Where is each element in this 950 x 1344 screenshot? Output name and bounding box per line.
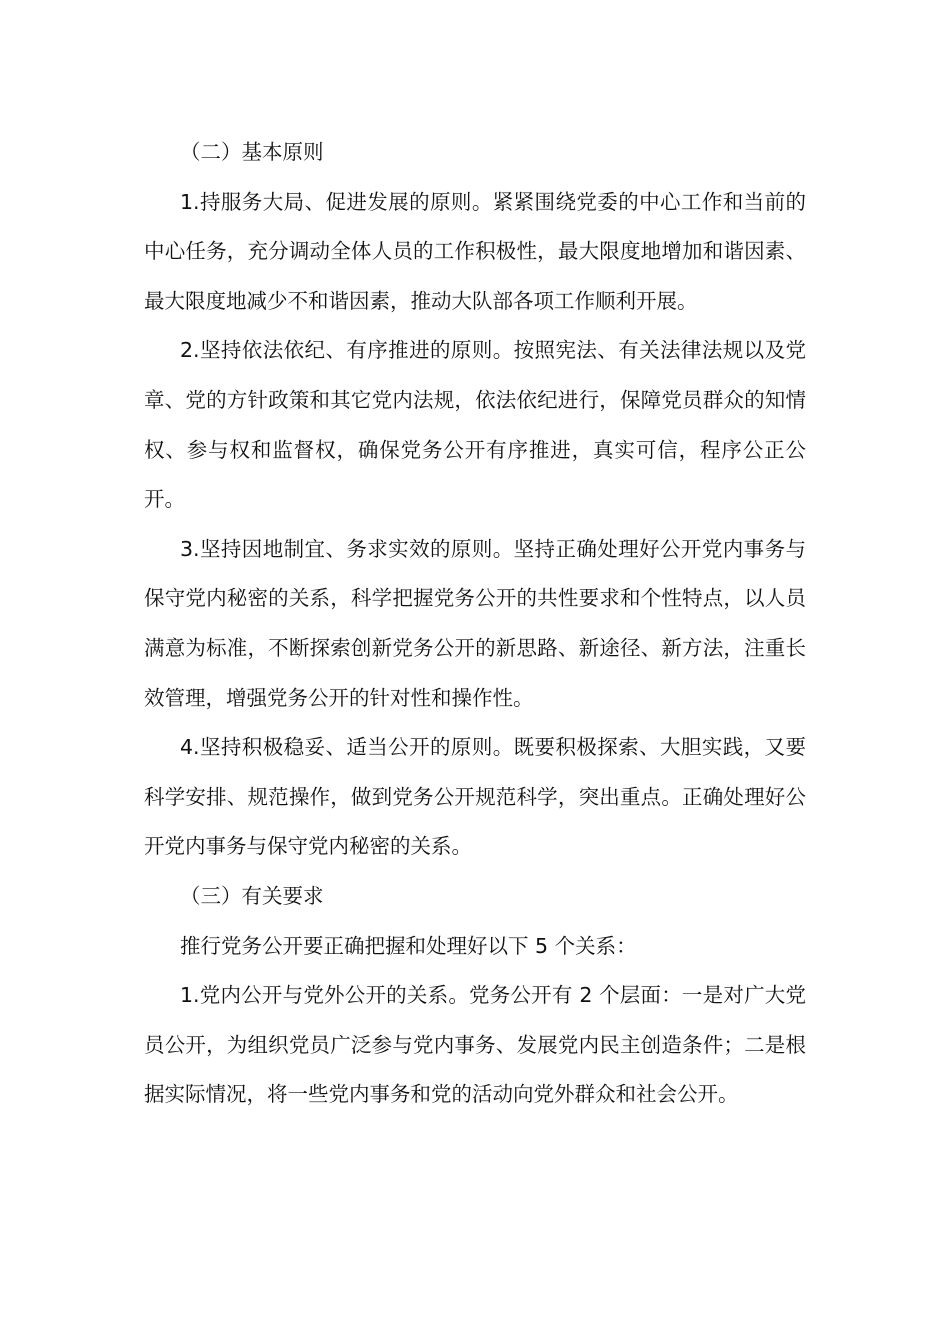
paragraph-principle-2: 2.坚持依法依纪、有序推进的原则。按照宪法、有关法律法规以及党章、党的方针政策和其它党内法规，依法依纪进行，保障党员群众的知情权、参与权和监督权，确保党务公开有序推进，真实可信，程序公正公开。 [144, 338, 806, 512]
section-heading-requirements: （三）有关要求 [180, 883, 324, 908]
document-body [144, 128, 806, 1120]
paragraph-principle-4: 4.坚持积极稳妥、适当公开的原则。既要积极探索、大胆实践，又要科学安排、规范操作，做到党务公开规范科学，突出重点。正确处理好公开党内事务与保守党内秘密的关系。 [144, 735, 806, 859]
paragraph-requirements-intro: 推行党务公开要正确把握和处理好以下 5 个关系： [180, 933, 637, 958]
paragraph-requirement-1: 1.党内公开与党外公开的关系。党务公开有 2 个层面：一是对广大党员公开，为组织党员广泛参与党内事务、发展党内民主创造条件；二是根据实际情况，将一些党内事务和党的活动向党外群众和社会公开。 [144, 983, 806, 1107]
paragraph-principle-1: 1.持服务大局、促进发展的原则。紧紧围绕党委的中心工作和当前的中心任务，充分调动全体人员的工作积极性，最大限度地增加和谐因素、最大限度地减少不和谐因素，推动大队部各项工作顺利开展。 [144, 189, 806, 313]
paragraph-principle-3: 3.坚持因地制宜、务求实效的原则。坚持正确处理好公开党内事务与保守党内秘密的关系，科学把握党务公开的共性要求和个性特点，以人员满意为标准，不断探索创新党务公开的新思路、新途径、新方法，注重长效管理，增强党务公开的针对性和操作性。 [144, 536, 806, 710]
section-heading-basic-principles: （二）基本原则 [180, 140, 324, 164]
